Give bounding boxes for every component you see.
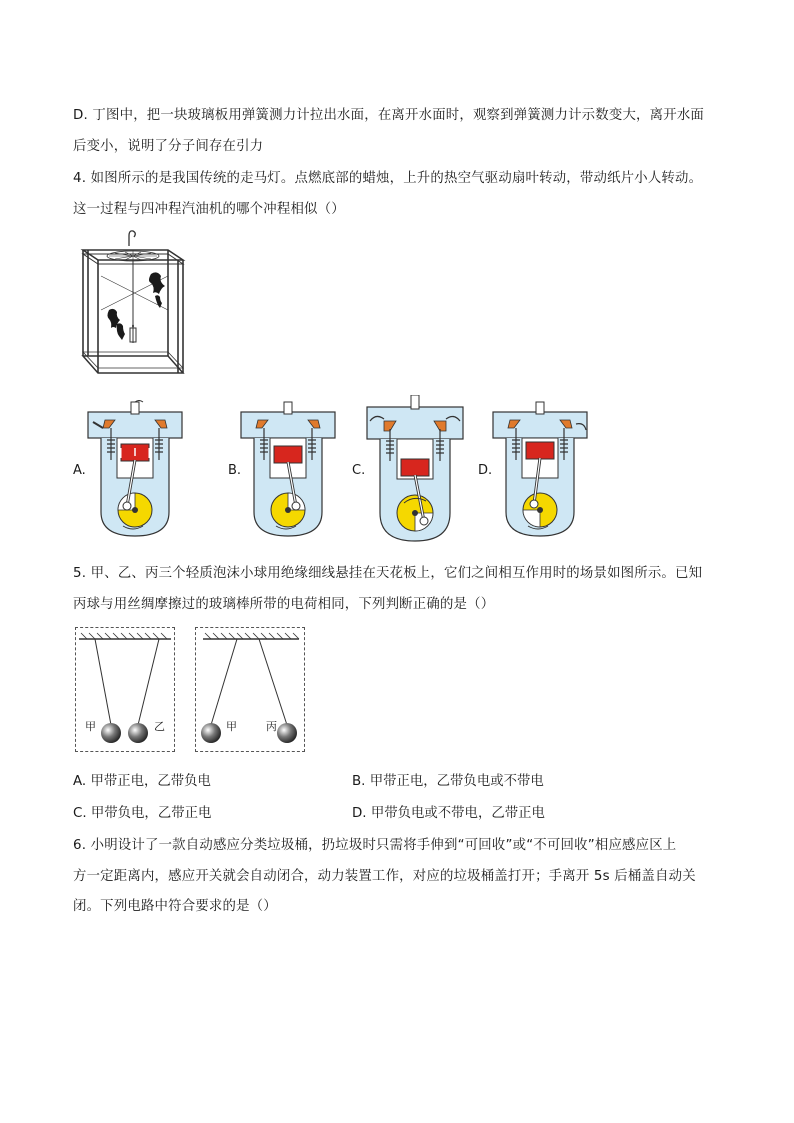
- engine-diagram-d: [492, 400, 588, 542]
- q5-option-d: D. 甲带负电或不带电，乙带正电: [352, 806, 545, 821]
- q5-option-b: B. 甲带正电，乙带负电或不带电: [352, 774, 544, 789]
- q4-option-b-label: B.: [228, 463, 242, 478]
- q5-fig2-label-bing: 丙: [266, 720, 277, 733]
- q5-fig2-label-jia: 甲: [226, 720, 237, 733]
- q4-option-d-label: D.: [478, 463, 493, 478]
- trotting-horse-lamp-figure: [73, 228, 188, 378]
- q4-stem-line2: 这一过程与四冲程汽油机的哪个冲程相似（）: [73, 202, 345, 217]
- engine-diagram-c: [366, 395, 464, 545]
- q6-stem-line1: 6. 小明设计了一款自动感应分类垃圾桶，扔垃圾时只需将手伸到“可回收”或“不可回收”相应感应区上: [73, 838, 677, 853]
- q6-stem-line2: 方一定距离内，感应开关就会自动闭合，动力装置工作，对应的垃圾桶盖打开；手离开 5s 后桶盖自动关: [73, 869, 696, 884]
- engine-diagram-a: [87, 400, 183, 542]
- q4-stem-line1: 4. 如图所示的是我国传统的走马灯。点燃底部的蜡烛，上升的热空气驱动扇叶转动，带动纸片小人转动。: [73, 171, 703, 186]
- engine-diagram-b: [240, 400, 336, 542]
- q3-option-d-line1: D. 丁图中，把一块玻璃板用弹簧测力计拉出水面，在离开水面时，观察到弹簧测力计示数变大，离开水面: [73, 108, 704, 123]
- q5-stem-line2: 丙球与用丝绸摩擦过的玻璃棒所带的电荷相同，下列判断正确的是（）: [73, 597, 495, 612]
- q6-stem-line3: 闭。下列电路中符合要求的是（）: [73, 899, 277, 914]
- q5-fig1-label-jia: 甲: [85, 720, 96, 733]
- q5-option-c: C. 甲带负电，乙带正电: [73, 806, 212, 821]
- q5-fig1-label-yi: 乙: [154, 720, 165, 733]
- q5-stem-line1: 5. 甲、乙、丙三个轻质泡沫小球用绝缘细线悬挂在天花板上，它们之间相互作用时的场景如图所示。已知: [73, 566, 703, 581]
- q5-figure-2: [195, 627, 305, 752]
- q5-option-a: A. 甲带正电，乙带负电: [73, 774, 211, 789]
- q4-option-a-label: A.: [73, 463, 86, 478]
- q3-option-d-line2: 后变小，说明了分子间存在引力: [73, 139, 264, 154]
- q4-option-c-label: C.: [352, 463, 366, 478]
